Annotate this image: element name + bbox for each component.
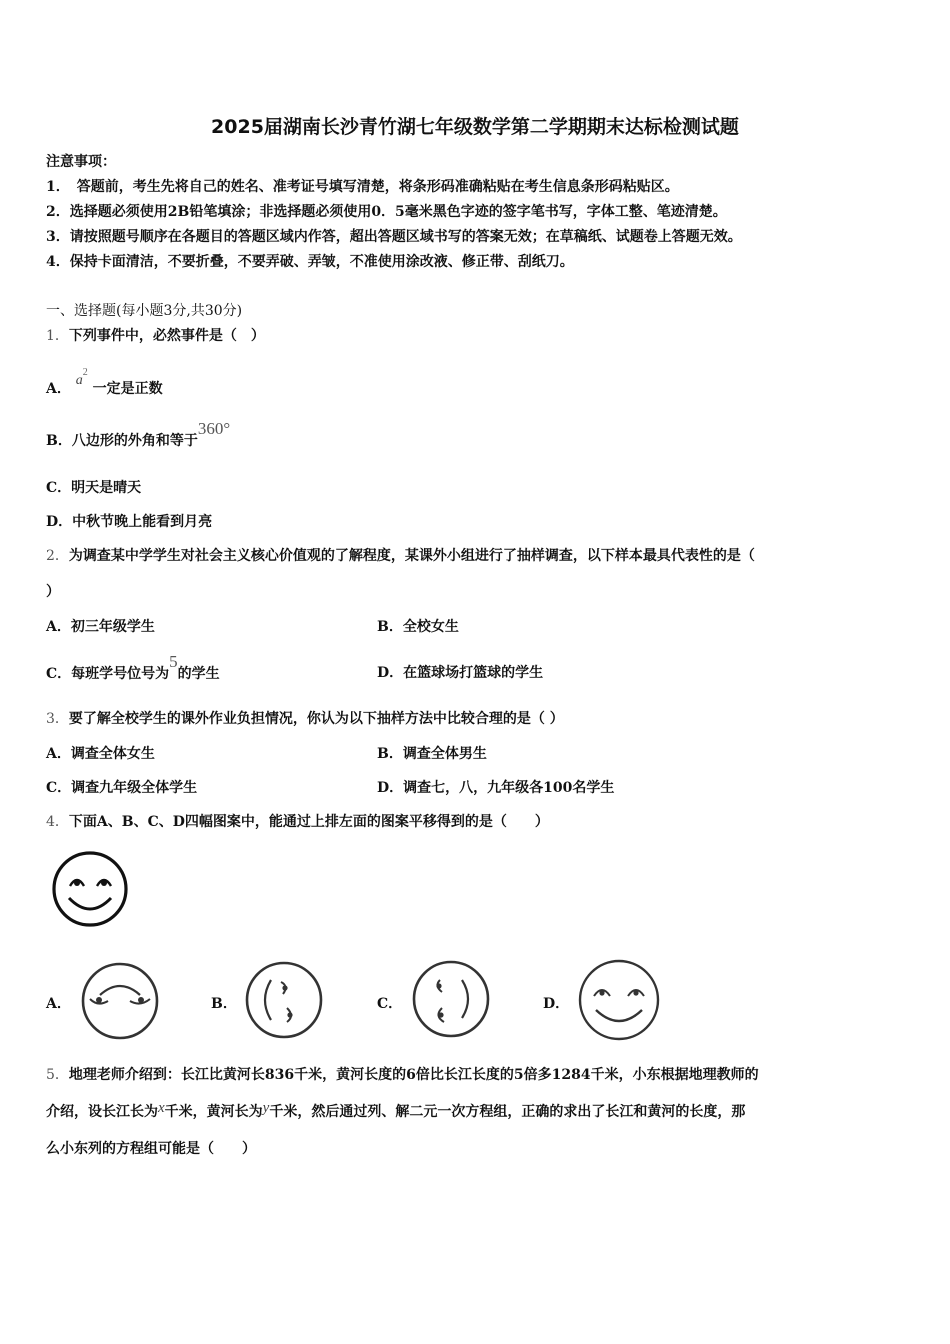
option-label: C．: [46, 780, 72, 796]
option-label: C．: [46, 666, 72, 682]
option-text-2: 的学生: [177, 666, 220, 682]
question-number: 1．: [46, 328, 69, 344]
q3-option-c: [46, 778, 197, 798]
q1-option-a: [46, 367, 163, 400]
q2-option-d: [377, 663, 543, 683]
q3-option-a: [46, 744, 155, 764]
q3-option-d: [377, 778, 614, 798]
option-label: D．: [377, 665, 404, 681]
question-stem: 要了解全校学生的课外作业负担情况，你认为以下抽样方法中比较合理的是（ ）: [68, 711, 564, 727]
option-text: 八边形的外角和等于: [71, 433, 198, 449]
question-number: 3．: [46, 711, 69, 727]
q2-option-a: [46, 617, 155, 637]
option-text: 在篮球场打篮球的学生: [403, 665, 544, 681]
question-number: 5．: [46, 1067, 69, 1083]
option-a-smiley-figure: [78, 961, 162, 1041]
option-text: 一定是正数: [92, 381, 163, 397]
option-label: A．: [46, 746, 71, 762]
question-stem: 下列事件中，必然事件是（ ）: [68, 328, 265, 344]
question-5-line-1: [46, 1065, 759, 1085]
math-a-squared: $a^2$: [75, 367, 88, 388]
option-label: D．: [46, 514, 73, 530]
option-text: 明天是晴天: [71, 480, 142, 496]
q1-option-d: [46, 512, 212, 532]
q2-option-b: [377, 617, 459, 637]
math-5: 5: [169, 652, 178, 671]
option-c-smiley-figure: [410, 958, 492, 1040]
q3-option-b: [377, 744, 487, 764]
option-text: 全校女生: [402, 619, 459, 635]
q4-option-a-label: A．: [46, 996, 71, 1012]
q5-text-a: 介绍，设长江长为: [46, 1104, 158, 1120]
option-label: A．: [46, 619, 71, 635]
option-label: B．: [377, 746, 403, 762]
page-title: 2025届湖南长沙青竹湖七年级数学第二学期期末达标检测试题: [211, 116, 739, 138]
option-text: 中秋节晚上能看到月亮: [72, 514, 213, 530]
q4-option-b-label: B．: [211, 996, 237, 1012]
question-1: [46, 326, 265, 346]
reference-smiley-face-figure: [50, 848, 130, 930]
question-4: [46, 812, 549, 832]
option-label: A．: [46, 381, 71, 397]
q5-text-c: 千米，然后通过列、解二元一次方程组，正确的求出了长江和黄河的长度，那: [269, 1104, 746, 1120]
option-b-smiley-figure: [243, 960, 325, 1040]
q1-option-c: [46, 478, 141, 498]
question-number: 4．: [46, 814, 69, 830]
question-5-line-3: 么小东列的方程组可能是（ ）: [46, 1141, 256, 1157]
question-2: [46, 546, 755, 566]
math-360-degrees: 360°: [197, 419, 231, 438]
q4-option-d-label: D．: [543, 996, 570, 1012]
option-label: B．: [46, 433, 72, 449]
option-text: 调查九年级全体学生: [71, 780, 198, 796]
question-stem: 为调查某中学学生对社会主义核心价值观的了解程度，某课外小组进行了抽样调查，以下样本最具代表性的是（: [68, 548, 755, 564]
option-label: B．: [377, 619, 403, 635]
option-label: C．: [46, 480, 72, 496]
math-var-y: y: [262, 1100, 270, 1116]
option-text: 每班学号位号为: [71, 666, 170, 682]
question-3: [46, 709, 564, 729]
question-2-stem-end: ）: [46, 584, 60, 600]
option-text: 初三年级学生: [70, 619, 155, 635]
q1-option-b: [46, 419, 231, 451]
notice-item-3: 3．请按照题号顺序在各题目的答题区域内作答，超出答题区域书写的答案无效；在草稿纸、试题卷上答题无效。: [46, 229, 742, 245]
question-stem: 下面A、B、C、D四幅图案中，能通过上排左面的图案平移得到的是（ ）: [68, 814, 549, 830]
notice-item-4: 4．保持卡面清洁，不要折叠，不要弄破、弄皱，不准使用涂改液、修正带、刮纸刀。: [46, 254, 574, 270]
option-label: D．: [377, 780, 404, 796]
option-text: 调查全体女生: [70, 746, 155, 762]
option-d-smiley-figure: [576, 958, 662, 1042]
option-text: 调查七，八，九年级各100名学生: [403, 780, 615, 796]
math-var-x: x: [158, 1100, 165, 1116]
notice-item-1: 1． 答题前，考生先将自己的姓名、准考证号填写清楚，将条形码准确粘贴在考生信息条形码粘贴区。: [46, 179, 679, 195]
question-stem: 地理老师介绍到：长江比黄河长836千米，黄河长度的6倍比长江长度的5倍多1284千米，小东根据地理教师的: [68, 1067, 759, 1083]
question-number: 2．: [46, 548, 69, 564]
option-text: 调查全体男生: [402, 746, 487, 762]
q2-option-c: [46, 652, 220, 684]
section-heading: 一、选择题(每小题3分,共30分): [46, 303, 243, 319]
q4-option-c-label: C．: [377, 996, 403, 1012]
question-5-line-2: [46, 1102, 745, 1122]
notice-heading: 注意事项：: [46, 154, 116, 170]
q5-text-b: 千米，黄河长为: [164, 1104, 263, 1120]
notice-item-2: 2．选择题必须使用2B铅笔填涂；非选择题必须使用0．5毫米黑色字迹的签字笔书写，字体工整、笔迹清楚。: [46, 204, 727, 220]
